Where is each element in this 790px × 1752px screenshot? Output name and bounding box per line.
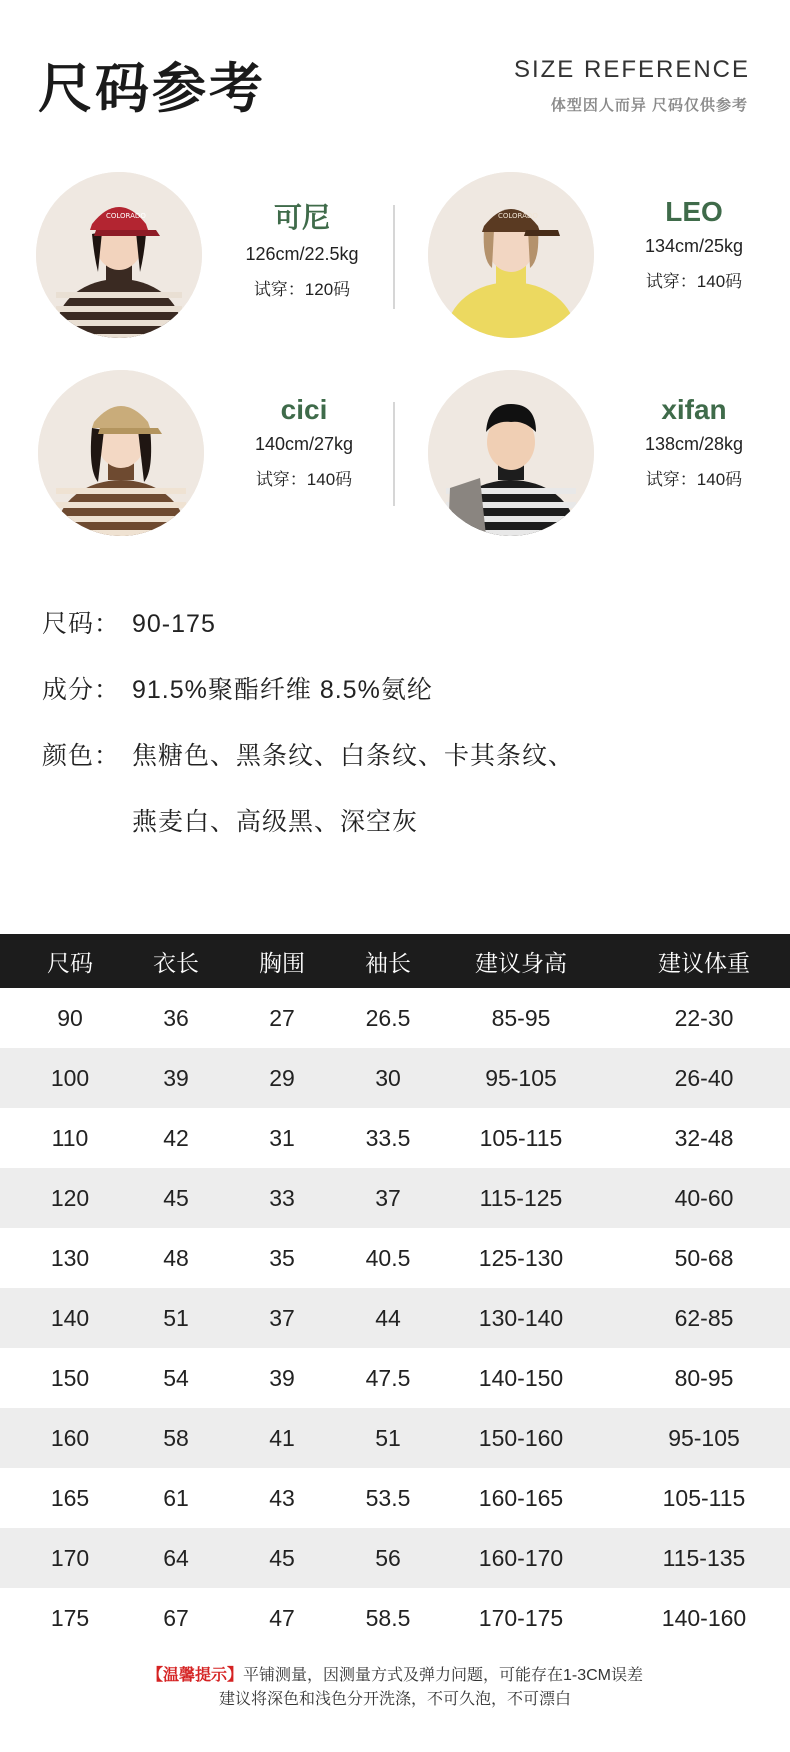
- model-name: cici: [280, 394, 328, 425]
- table-cell: 51: [375, 1424, 401, 1451]
- table-cell: 150-160: [478, 1424, 564, 1451]
- table-row: [0, 988, 790, 1048]
- model-try-on: 试穿：140码: [255, 470, 353, 489]
- model-name: LEO: [665, 196, 723, 227]
- table-cell: 64: [163, 1544, 189, 1571]
- table-cell: 95-105: [485, 1064, 557, 1091]
- header-cell: 衣长: [153, 949, 199, 976]
- table-cell: 53.5: [365, 1484, 411, 1511]
- table-row: [0, 1228, 790, 1288]
- model-photo: [36, 172, 202, 338]
- table-cell: 37: [269, 1304, 295, 1331]
- spec-label: 颜色：: [42, 742, 121, 770]
- spec-size: [42, 604, 216, 640]
- table-cell: 150: [50, 1364, 90, 1391]
- model-card: [428, 172, 790, 342]
- table-cell: 56: [375, 1544, 401, 1571]
- table-row: [0, 1288, 790, 1348]
- size-table: [0, 934, 790, 1648]
- svg-text:COLORADO: COLORADO: [498, 212, 538, 220]
- model-name: xifan: [661, 394, 727, 425]
- model-info: [614, 196, 774, 292]
- model-card: [38, 370, 418, 540]
- table-cell: 29: [269, 1064, 295, 1091]
- table-cell: 43: [269, 1484, 295, 1511]
- note-tip-label: 【温馨提示】: [146, 1667, 243, 1684]
- model-photo: [428, 172, 594, 338]
- table-row: [0, 1348, 790, 1408]
- table-cell: 40-60: [674, 1184, 734, 1211]
- table-cell: 140-150: [478, 1364, 564, 1391]
- model-card: [36, 172, 416, 342]
- table-cell: 125-130: [478, 1244, 564, 1271]
- spec-color: [42, 736, 574, 772]
- model-photo: [428, 370, 594, 536]
- table-cell: 61: [163, 1484, 189, 1511]
- spec-value: 91.5%聚酯纤维 8.5%氨纶: [132, 676, 433, 704]
- spec-value: 90-175: [132, 610, 216, 638]
- table-cell: 175: [50, 1604, 90, 1631]
- table-row: [0, 1528, 790, 1588]
- model-name: 可尼: [273, 202, 330, 233]
- table-cell: 35: [269, 1244, 295, 1271]
- table-cell: 22-30: [674, 1004, 734, 1031]
- model-stats: 134cm/25kg: [644, 236, 744, 256]
- table-cell: 31: [269, 1124, 295, 1151]
- table-cell: 44: [375, 1304, 401, 1331]
- table-cell: 40.5: [365, 1244, 411, 1271]
- table-cell: 50-68: [674, 1244, 734, 1271]
- table-cell: 37: [375, 1184, 401, 1211]
- table-cell: 26.5: [365, 1004, 411, 1031]
- table-cell: 105-115: [479, 1124, 563, 1151]
- table-row: [0, 1588, 790, 1648]
- header-cell: 袖长: [365, 949, 411, 976]
- header-cell: 尺码: [47, 949, 93, 976]
- table-row: [0, 1108, 790, 1168]
- spec-value: 焦糖色、黑条纹、白条纹、卡其条纹、: [132, 742, 575, 770]
- table-cell: 115-135: [662, 1544, 746, 1571]
- table-cell: 27: [269, 1004, 295, 1031]
- table-cell: 58: [163, 1424, 189, 1451]
- table-cell: 39: [269, 1364, 295, 1391]
- table-cell: 45: [163, 1184, 189, 1211]
- model-photo: [38, 370, 204, 536]
- table-cell: 33: [269, 1184, 295, 1211]
- table-cell: 130: [50, 1244, 90, 1271]
- table-cell: 95-105: [668, 1424, 740, 1451]
- page-title: 尺码参考: [38, 59, 266, 119]
- page-title-en: SIZE REFERENCE: [513, 56, 750, 83]
- spec-label: 尺码：: [42, 610, 121, 638]
- table-cell: 170: [50, 1544, 90, 1571]
- spec-color-cont: 燕麦白、高级黑、深空灰: [132, 808, 419, 836]
- table-cell: 48: [163, 1244, 189, 1271]
- table-cell: 47.5: [365, 1364, 411, 1391]
- table-cell: 26-40: [674, 1064, 734, 1091]
- table-row: [0, 1048, 790, 1108]
- table-row: [0, 1408, 790, 1468]
- table-cell: 32-48: [674, 1124, 734, 1151]
- table-cell: 85-95: [491, 1004, 551, 1031]
- table-cell: 160-170: [478, 1544, 564, 1571]
- table-cell: 140: [50, 1304, 90, 1331]
- svg-text:COLORADO: COLORADO: [106, 212, 146, 220]
- table-cell: 54: [163, 1364, 189, 1391]
- divider: [393, 402, 395, 506]
- table-cell: 170-175: [478, 1604, 564, 1631]
- table-cell: 130-140: [478, 1304, 564, 1331]
- divider: [393, 205, 395, 309]
- table-cell: 80-95: [674, 1364, 734, 1391]
- table-cell: 165: [50, 1484, 90, 1511]
- table-body: [0, 988, 790, 1648]
- table-cell: 67: [163, 1604, 189, 1631]
- note-line-2: 建议将深色和浅色分开洗涤，不可久泡，不可漂白: [218, 1691, 571, 1708]
- header-cell: 建议体重: [658, 949, 750, 976]
- model-stats: 126cm/22.5kg: [245, 244, 359, 264]
- table-cell: 30: [375, 1064, 401, 1091]
- model-info: [224, 394, 384, 490]
- table-cell: 120: [50, 1184, 90, 1211]
- model-try-on: 试穿：140码: [645, 470, 743, 489]
- table-cell: 160: [50, 1424, 90, 1451]
- header-cell: 建议身高: [475, 949, 567, 976]
- page-subtitle: 体型因人而异 尺码仅供参考: [550, 97, 748, 114]
- model-stats: 140cm/27kg: [254, 434, 354, 454]
- table-header: [0, 934, 790, 988]
- table-row: [0, 1468, 790, 1528]
- model-try-on: 试穿：120码: [253, 280, 351, 299]
- table-cell: 42: [163, 1124, 189, 1151]
- table-cell: 100: [50, 1064, 90, 1091]
- table-cell: 39: [163, 1064, 189, 1091]
- table-cell: 47: [269, 1604, 295, 1631]
- note-text: 平铺测量，因测量方式及弹力问题，可能存在1-3CM误差: [243, 1667, 644, 1684]
- model-info: [614, 394, 774, 490]
- table-cell: 36: [163, 1004, 189, 1031]
- note-line-1: [0, 1664, 790, 1688]
- table-cell: 105-115: [662, 1484, 746, 1511]
- model-try-on: 试穿：140码: [645, 272, 743, 291]
- model-stats: 138cm/28kg: [644, 434, 744, 454]
- spec-material: [42, 670, 433, 706]
- table-cell: 62-85: [674, 1304, 734, 1331]
- table-cell: 115-125: [479, 1184, 563, 1211]
- care-note: [0, 1664, 790, 1712]
- table-cell: 58.5: [365, 1604, 411, 1631]
- table-cell: 140-160: [661, 1604, 747, 1631]
- model-info: [222, 196, 382, 300]
- spec-label: 成分：: [42, 676, 121, 704]
- table-cell: 51: [163, 1304, 189, 1331]
- table-cell: 45: [269, 1544, 295, 1571]
- header-cell: 胸围: [259, 949, 305, 976]
- model-card: [428, 370, 790, 540]
- table-cell: 160-165: [478, 1484, 564, 1511]
- table-row: [0, 1168, 790, 1228]
- table-cell: 41: [269, 1424, 295, 1451]
- table-cell: 110: [51, 1124, 89, 1151]
- table-cell: 90: [57, 1004, 83, 1031]
- table-cell: 33.5: [365, 1124, 411, 1151]
